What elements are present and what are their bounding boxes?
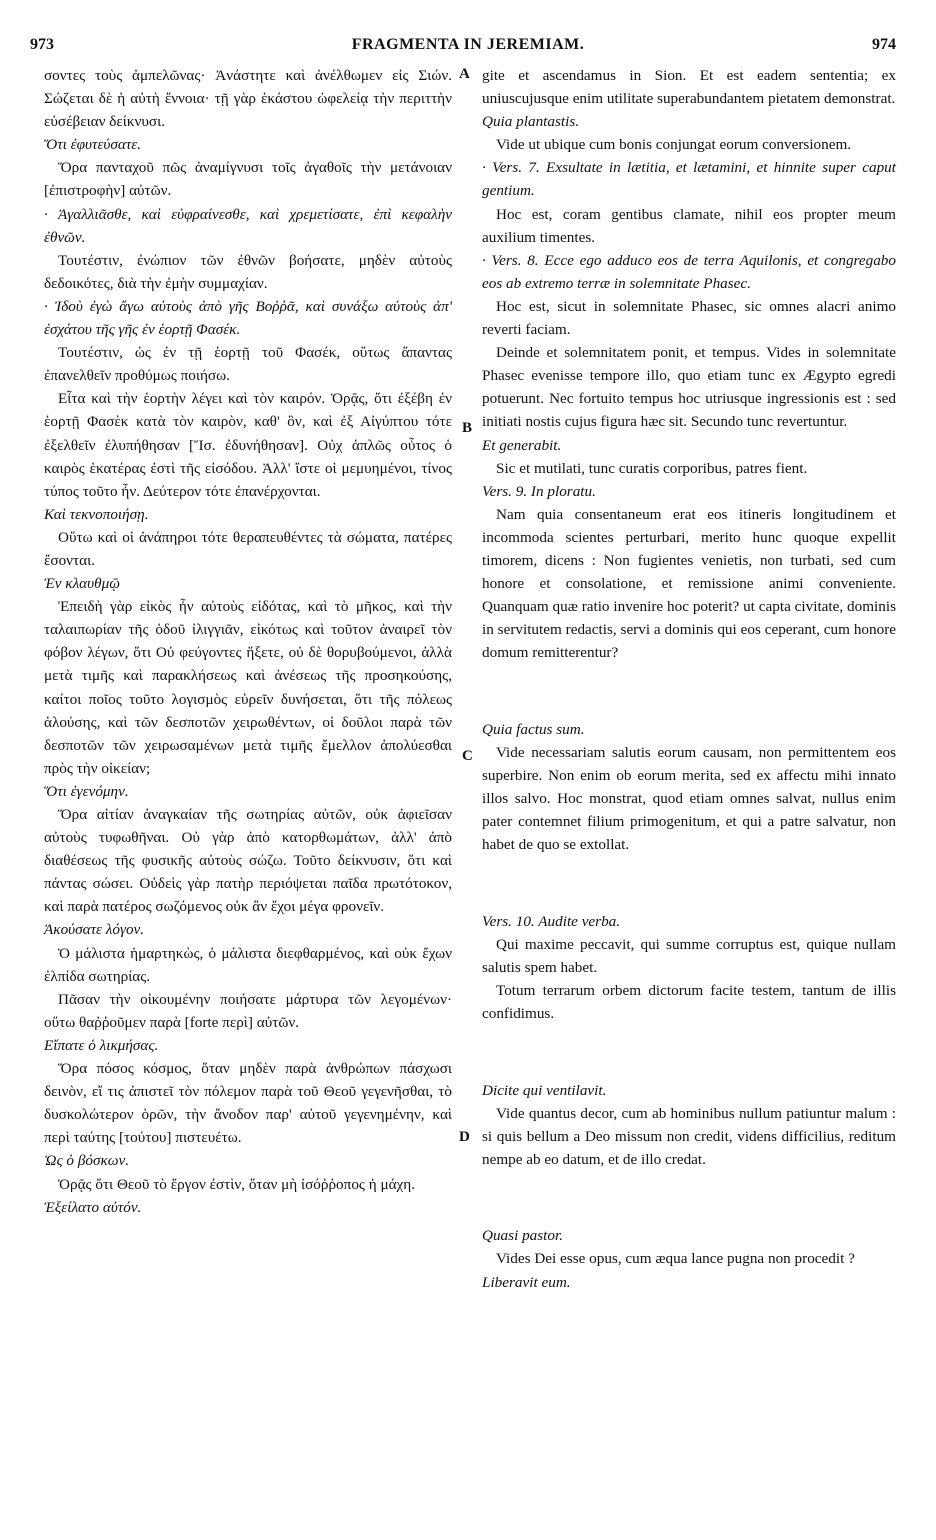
greek-lemma: Καὶ τεκνοποιήσῃ. <box>44 505 149 523</box>
latin-paragraph: Vide necessariam salutis eorum causam, non permittentem eos superbire. Non enim ob eorum merita, sed ex affectu mihi innato illos salvo. Hoc monstrat, quod etiam omnes salvat, nullus enim pater contemnet filium primogenitum, et qui a patre salvatur, non habet de quo se extollat. <box>482 743 896 854</box>
margin-marker-b: B <box>462 420 473 436</box>
latin-spacer <box>482 1040 896 1063</box>
greek-paragraph: Εἶτα καὶ τὴν ἑορτὴν λέγει καὶ τὸν καιρόν. Ὁρᾷς, ὅτι ἐξέβη ἐν ἑορτῇ Φασὲκ κατὰ τὸν καιρὸν, καθ' ὃν, καὶ ἐξ Αἰγύπτου τότε ἐξελθεῖν ἐλυπήθησαν [Ἴσ. ἐδυνήθησαν]. Οὐχ ἁπλῶς οὗτος ὁ καιρὸς ἑκατέρας ἐστὶ τῆς εἰσόδου. Ἀλλ' ἴστε οἱ μεμυημένοι, τίνος τύπος τοῦτο ἦν. Δεύτερον τότε ἐπανέρχονται. <box>44 390 452 500</box>
greek-paragraph: Ὁρᾷς ὅτι Θεοῦ τὸ ἔργον ἐστὶν, ὅταν μὴ ἰσόῤῥοπος ἡ μάχη. <box>58 1175 416 1193</box>
latin-paragraph: Hoc est, sicut in solemnitate Phasec, sic omnes alacri animo reverti faciam. <box>482 297 896 339</box>
greek-paragraph: Τουτέστιν, ἐνώπιον τῶν ἐθνῶν βοήσατε, μηδὲν αὐτοὺς δεδοικότες, διὰ τὴν ἐμὴν συμμαχίαν. <box>44 251 452 292</box>
greek-lemma: Ἐξείλατο αὐτόν. <box>44 1198 142 1216</box>
latin-lemma: Et generabit. <box>482 436 562 454</box>
greek-lemma: Ὡς ὁ βόσκων. <box>44 1152 130 1170</box>
greek-paragraph: Ὁ μάλιστα ἡμαρτηκὼς, ὁ μάλιστα διεφθαρμένος, καὶ οὐκ ἔχων ἐλπίδα σωτηρίας. <box>44 944 452 985</box>
greek-lemma: · Ἀγαλλιᾶσθε, καὶ εὐφραίνεσθε, καὶ χρεμετίσατε, ἐπὶ κεφαλὴν ἐθνῶν. <box>44 205 452 246</box>
latin-lemma: · Vers. 8. Ecce ego adduco eos de terra Aquilonis, et congregabo eos ab extremo terræ in solemnitate Phasec. <box>482 251 896 292</box>
greek-column <box>44 64 452 1219</box>
greek-paragraph: Ἐπειδὴ γὰρ εἰκὸς ἦν αὐτοὺς εἰδότας, καὶ τὸ μῆκος, καὶ τὴν ταλαιπωρίαν τῆς ὁδοῦ ἰλιγγιᾶν, εἰκότως καὶ τοῦτον ἀναιρεῖ τὸν φόβον λέγων, ὅτι Οὐ φεύγοντες ἥξετε, οὐ δὲ θορυβούμενοι, ἀλλὰ μετὰ τιμῆς καὶ παρακλήσεως καὶ ἀνέσεως τῆς προσηκούσης, καίτοι ποῖος τοῦτο λογισμὸς εὑρεῖν δυνήσεται, ὅτι τῆς πόλεως ἁλούσης, καὶ τῶν δεσποτῶν χειρωθέντων, οἱ δοῦλοι παρὰ τῶν δεσποτῶν τῶν χειρωσαμένων μετὰ τιμῆς ἔμελλον ἀπολύεσθαι πρὸς τὴν οἰκείαν; <box>44 598 452 777</box>
latin-column <box>482 64 896 1294</box>
latin-paragraph: gite et ascendamus in Sion. Et est eadem sententia; ex uniuscujusque enim utilitate superabundantem pietatem demonstrat. <box>482 67 896 108</box>
running-header <box>0 36 936 58</box>
greek-lemma: · Ἰδοὺ ἐγὼ ἄγω αὐτοὺς ἀπὸ γῆς Βοῤῥᾶ, καὶ συνάξω αὐτοὺς ἀπ' ἐσχάτου τῆς γῆς ἐν ἑορτῇ Φασέκ. <box>44 297 452 339</box>
page-number-left: 973 <box>30 36 54 53</box>
latin-lemma: Quia factus sum. <box>482 720 585 738</box>
page-number-right: 974 <box>872 36 896 53</box>
latin-paragraph: Sic et mutilati, tunc curatis corporibus, patres fient. <box>496 459 808 477</box>
margin-marker-d: D <box>459 1129 470 1145</box>
latin-spacer <box>482 1186 896 1209</box>
greek-lemma: Ἐν κλαυθμῷ <box>44 575 120 593</box>
latin-paragraph: Hoc est, coram gentibus clamate, nihil eos propter meum auxilium timentes. <box>482 205 896 246</box>
running-title: FRAGMENTA IN JEREMIAM. <box>351 36 585 53</box>
greek-lemma: Ἀκούσατε λόγον. <box>44 921 145 939</box>
latin-lemma: Dicite qui ventilavit. <box>482 1081 607 1099</box>
greek-paragraph: Πᾶσαν τὴν οἰκουμένην ποιήσατε μάρτυρα τῶν λεγομένων· οὕτω θαῤῥοῦμεν παρὰ [forte περὶ] αὐτῶν. <box>44 990 452 1031</box>
margin-marker-a: A <box>459 66 470 82</box>
greek-paragraph: Ὅρα αἰτίαν ἀναγκαίαν τῆς σωτηρίας αὐτῶν, οὐκ ἀφιεῖσαν αὐτοὺς τυφωθῆναι. Οὐ γὰρ ἀπὸ κατορθωμάτων, ἀλλ' ἀπὸ διαθέσεως τῆς φυσικῆς αὐτοὺς σώζω. Τοῦτο δείκνυσιν, ὅτι καὶ πάντας σώσει. Οὐδεὶς γὰρ πατὴρ περιόψεται παῖδα πρωτότοκον, καὶ παρὰ πατέρος σωζόμενος οὐκ ἂν ἔχοι μέγα φρονεῖν. <box>44 806 452 916</box>
greek-paragraph: σοντες τοὺς ἀμπελῶνας· Ἀνάστητε καὶ ἀνέλθωμεν εἰς Σιών. Σώζεται δὲ ἡ αὐτὴ ἔννοια· τῇ γὰρ ἑκάστου ὠφελείᾳ τὴν περιττὴν εὐσέβειαν δείκνυσι. <box>44 67 452 131</box>
latin-paragraph: Qui maxime peccavit, qui summe corruptus est, quique nullam salutis spem habet. <box>482 935 896 976</box>
greek-lemma: Ὅτι ἐφυτεύσατε. <box>44 136 142 154</box>
latin-paragraph: Totum terrarum orbem dictorum facite testem, tantum de illis confidimus. <box>482 982 896 1023</box>
latin-lemma: Liberavit eum. <box>482 1273 571 1291</box>
greek-paragraph: Οὕτω καὶ οἱ ἀνάπηροι τότε θεραπευθέντες τὰ σώματα, πατέρες ἔσονται. <box>44 528 452 569</box>
latin-lemma: · Vers. 7. Exsultate in lætitia, et lætamini, et hinnite super caput gentium. <box>482 159 896 200</box>
greek-lemma: Ὅτι ἐγενόμην. <box>44 782 129 800</box>
latin-paragraph: Deinde et solemnitatem ponit, et tempus. Vides in solemnitate Phasec evenisse tempore illo, quo etiam tunc ex Ægypto egredi potuerunt. Nec fortuito tempus hoc utriusque ingressionis est : sed initiati nostis cujus figura hæc sit. Secundo tunc revertuntur. <box>482 344 896 431</box>
greek-paragraph: Ὅρα πανταχοῦ πῶς ἀναμίγνυσι τοῖς ἀγαθοῖς τὴν μετάνοιαν [ἐπιστροφὴν] αὐτῶν. <box>44 159 452 200</box>
latin-paragraph: Vides Dei esse opus, cum æqua lance pugna non procedit ? <box>496 1250 855 1268</box>
greek-paragraph: Ὅρα πόσος κόσμος, ὅταν μηδὲν παρὰ ἀνθρώπων πάσχωσι δεινὸν, εἴ τις ἀπιστεῖ τὸν πόλεμον παρὰ τοῦ Θεοῦ γεγενῆσθαι, τὸ δυσκολώτερον ὁρῶν, τὴν ἄνοδον παρ' αὐτοῦ γεγενημένην, καὶ περὶ ταύτης [τούτου] πιστευέτω. <box>44 1060 452 1147</box>
latin-spacer <box>482 872 896 895</box>
latin-lemma: Quia plantastis. <box>482 113 580 131</box>
latin-lemma: Vers. 10. Audite verba. <box>482 912 621 930</box>
greek-lemma: Εἴπατε ὁ λικμήσας. <box>44 1036 159 1054</box>
margin-marker-c: C <box>462 748 473 764</box>
latin-lemma: Quasi pastor. <box>482 1227 564 1245</box>
latin-lemma: Vers. 9. In ploratu. <box>482 482 596 500</box>
latin-paragraph: Nam quia consentaneum erat eos itineris longitudinem et incommoda scientes perturbari, merito hunc quoque expellit timorem, dicens : Non fugientes venietis, non turbati, sed cum honore et consolatione, et remissione animi conveniente. Quanquam quæ ratio invenire hoc poterit? ut capta civitate, dominis in servitutem redactis, servi a dominis qui eos ceperant, cum honore domum remitterentur? <box>482 505 896 662</box>
latin-paragraph: Vide ut ubique cum bonis conjungat eorum conversionem. <box>496 136 852 154</box>
greek-paragraph: Τουτέστιν, ὡς ἐν τῇ ἑορτῇ τοῦ Φασέκ, οὕτως ἅπαντας ἐπανελθεῖν προθύμως ποιήσω. <box>44 344 452 385</box>
latin-spacer <box>482 680 896 703</box>
latin-paragraph: Vide quantus decor, cum ab hominibus nullum patiuntur malum : si quis bellum a Deo missum non credit, videns difficilius, reditum nempe ab eo datum, et de illo credat. <box>482 1104 896 1168</box>
